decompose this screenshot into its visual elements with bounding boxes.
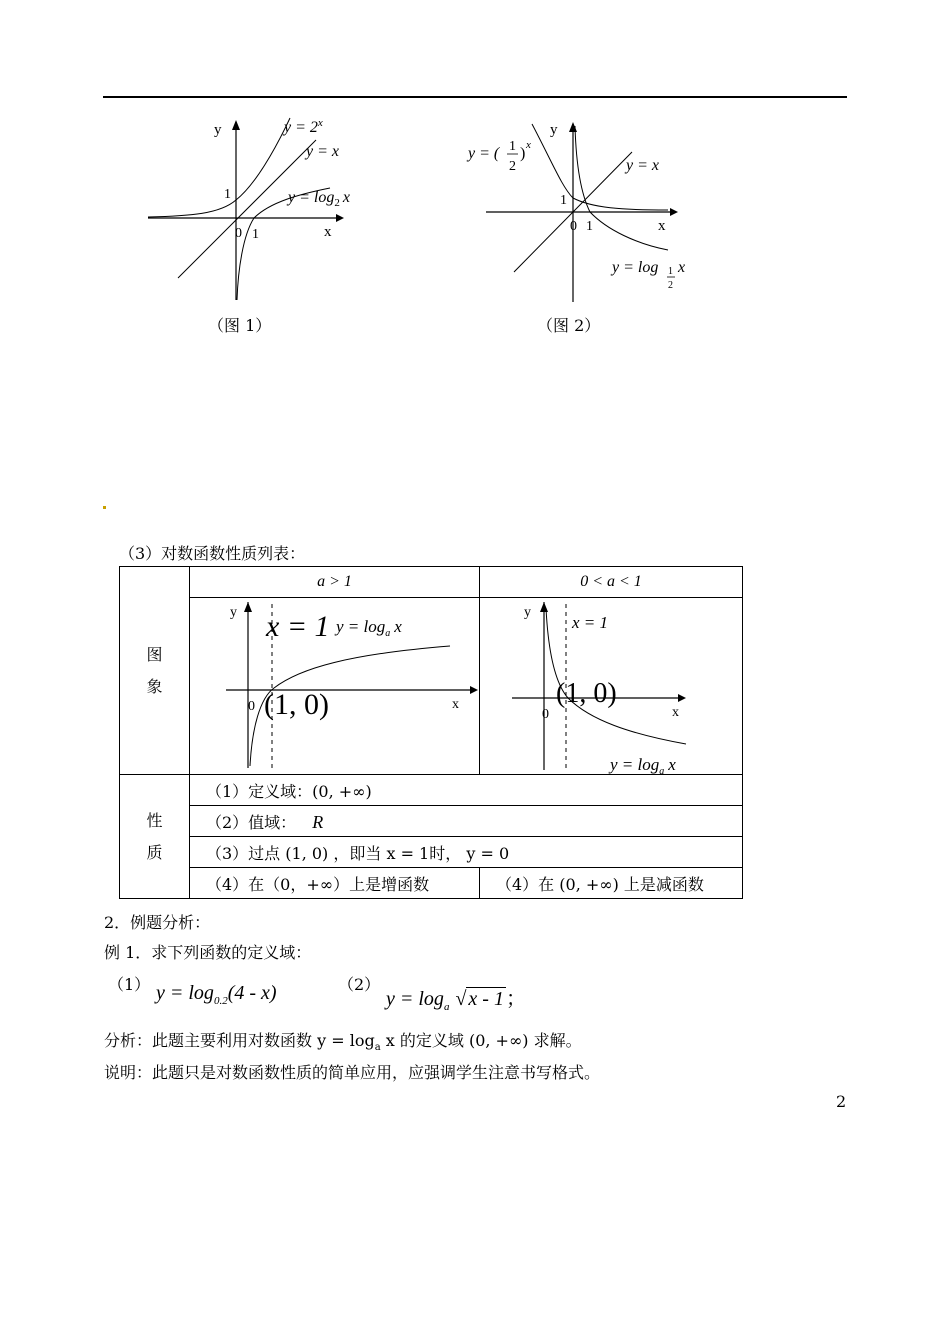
svg-text:x = 1: x = 1 xyxy=(572,613,609,632)
svg-text:): ) xyxy=(520,145,526,162)
example-1-title: 例 1．求下列函数的定义域： xyxy=(104,943,312,962)
graph-cell-decreasing xyxy=(480,598,743,775)
fig1-y-arrow xyxy=(232,120,240,130)
header-a-gt-1: a > 1 xyxy=(190,567,480,598)
svg-text:x: x xyxy=(526,139,531,151)
example-1-part-1-expr: $y = \log_{0.2}(4 - x)$ xyxy=(156,982,277,1007)
figure-1-graph xyxy=(140,110,380,310)
svg-text:2: 2 xyxy=(509,159,516,174)
fig2-x-label: x xyxy=(658,218,666,234)
fig2-label-log xyxy=(610,259,685,291)
example-1-part-2-label: （2） xyxy=(338,975,381,994)
increasing-curve-label: $y = \log_a x$ xyxy=(336,617,402,639)
header-a-lt-1: 0 < a < 1 xyxy=(480,567,743,598)
svg-text:1: 1 xyxy=(509,139,516,154)
svg-text:(1, 0): (1, 0) xyxy=(556,678,617,709)
property-domain: （1）定义域：(0, +∞) xyxy=(190,775,743,806)
svg-text:1: 1 xyxy=(668,266,673,277)
row-label-properties: 性 质 xyxy=(120,775,190,899)
svg-text:(1, 0): (1, 0) xyxy=(264,688,329,721)
decreasing-curve-label: $y = \log_a x$ xyxy=(610,755,676,774)
svg-text:y = log: y = log xyxy=(612,259,659,276)
fig1-x-label: x xyxy=(324,224,332,240)
graph-cell-increasing xyxy=(190,598,480,775)
svg-text:x = 1: x = 1 xyxy=(266,610,330,643)
svg-text:2: 2 xyxy=(668,280,673,291)
fig2-label-line: y = x xyxy=(626,157,659,174)
fig1-origin: 0 xyxy=(235,226,242,241)
svg-text:y: y xyxy=(230,605,237,620)
fig1-line-y-eq-x xyxy=(178,140,316,278)
svg-text:y = (: y = ( xyxy=(468,145,500,162)
fig2-y-arrow xyxy=(569,122,577,132)
header-rule xyxy=(103,96,847,98)
example-1-part-1-label: （1） xyxy=(108,975,151,994)
svg-text:0: 0 xyxy=(542,707,549,722)
page-number: 2 xyxy=(836,1092,847,1111)
svg-text:x: x xyxy=(672,705,679,720)
section-title: （3）对数函数性质列表： xyxy=(119,544,306,563)
fig1-tick-x: 1 xyxy=(252,227,259,242)
property-decreasing: （4）在 (0, +∞) 上是减函数 xyxy=(480,868,743,899)
svg-text:x: x xyxy=(452,697,459,712)
fig1-x-arrow xyxy=(336,214,344,222)
fig1-label-line: y = x xyxy=(306,143,339,160)
example-heading: 2．例题分析： xyxy=(104,913,211,932)
fig2-tick-x: 1 xyxy=(586,219,593,234)
fig1-label-log: $y = \log_2 x$ xyxy=(288,189,350,209)
row-label-graph: 图 象 xyxy=(120,567,190,775)
properties-table xyxy=(119,566,743,899)
property-range: （2）值域： R xyxy=(190,806,743,837)
fig1-y-label: y xyxy=(214,122,222,138)
fig2-label-exp xyxy=(466,139,531,174)
svg-text:0: 0 xyxy=(248,699,255,714)
property-fixed-point: （3）过点 (1, 0) ，即当 x = 1时， y = 0 xyxy=(190,837,743,868)
fig2-y-label: y xyxy=(550,122,558,138)
graph-log-increasing xyxy=(190,598,480,774)
svg-text:x: x xyxy=(678,259,686,276)
figure-2-graph xyxy=(462,112,702,307)
property-increasing: （4）在（0，+∞）上是增函数 xyxy=(190,868,480,899)
stray-mark xyxy=(103,506,106,509)
fig2-tick-y: 1 xyxy=(560,193,567,208)
fig1-tick-y: 1 xyxy=(224,187,231,202)
svg-text:y: y xyxy=(524,605,531,620)
figure-2-caption: （图 2） xyxy=(537,316,601,335)
figure-1-caption: （图 1） xyxy=(208,316,272,335)
graph-log-decreasing xyxy=(480,598,743,774)
fig2-x-arrow xyxy=(670,208,678,216)
fig1-label-exp: $y = 2^x$ xyxy=(284,117,323,136)
fig2-origin: 0 xyxy=(570,219,577,234)
example-1-part-2-expr: $y = \log_a$ √ x - 1 ； xyxy=(386,988,526,1013)
note-line: 说明：此题只是对数函数性质的简单应用，应强调学生注意书写格式。 xyxy=(104,1063,601,1082)
analysis-line: 分析：此题主要利用对数函数 $y = \log_a x$ 的定义域 (0, +∞) 求解。 xyxy=(104,1031,582,1054)
